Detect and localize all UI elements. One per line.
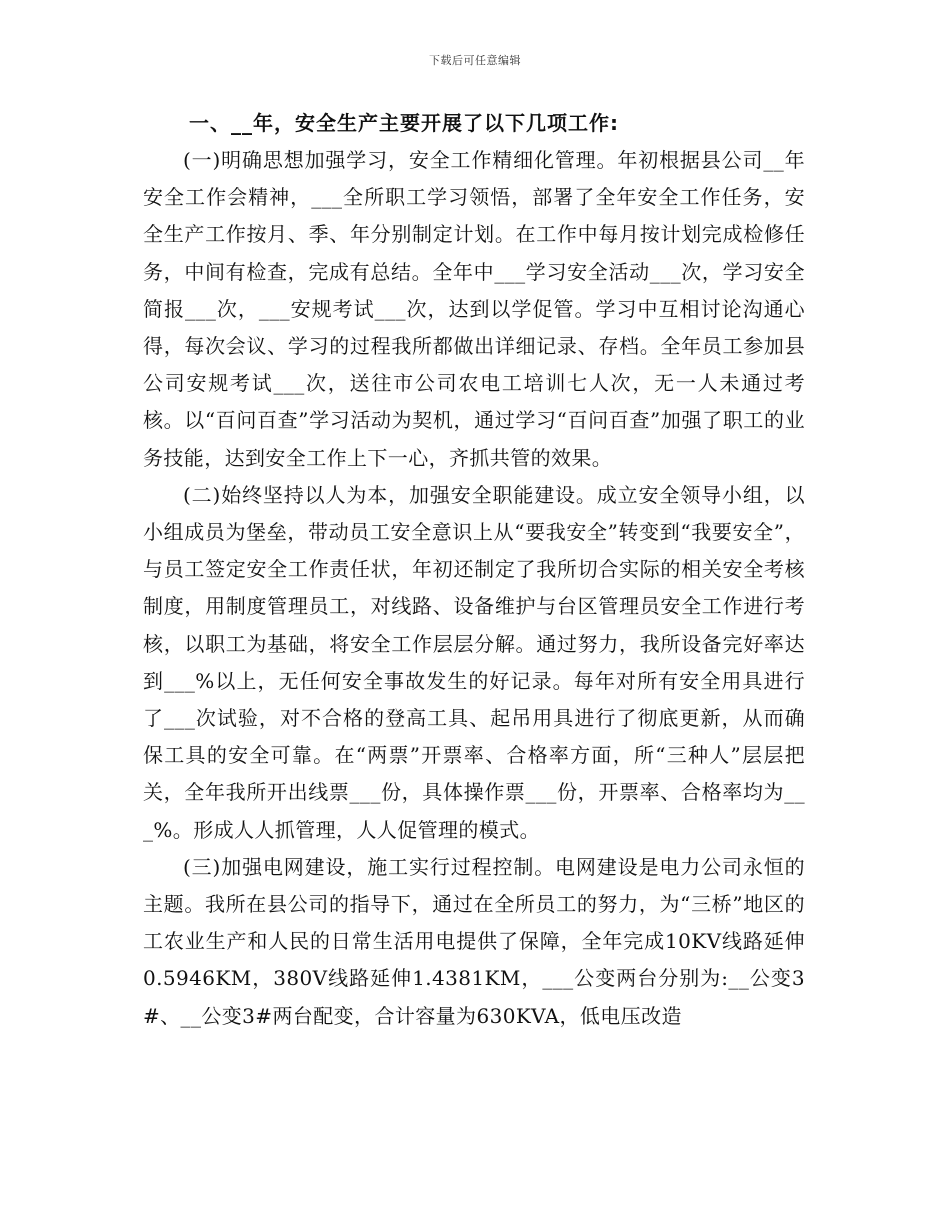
document-body (143, 104, 805, 1035)
page-header: 下载后可任意编辑 (429, 54, 521, 67)
paragraph-1: (一)明确思想加强学习，安全工作精细化管理。年初根据县公司__年安全工作会精神，___全所职工学习领悟，部署了全年安全工作任务，安全生产工作按月、季、年分别制定计划。在工作中每月按计划完成检修任务，中间有检查，完成有总结。全年中___学习安全活动___次，学习安全简报___次，___安规考试___次，达到以学促管。学习中互相讨论沟通心得，每次会议、学习的过程我所都做出详细记录、存档。全年员工参加县公司安规考试___次，送往市公司农电工培训七人次，无一人未通过考核。以“百问百查”学习活动为契机，通过学习“百问百查”加强了职工的业务技能，达到安全工作上下一心，齐抓共管的效果。 (143, 148, 805, 470)
paragraph-2: (二)始终坚持以人为本，加强安全职能建设。成立安全领导小组，以小组成员为堡垒，带动员工安全意识上从“要我安全”转变到“我要安全”，与员工签定安全工作责任状，年初还制定了我所切合实际的相关安全考核制度，用制度管理员工，对线路、设备维护与台区管理员安全工作进行考核，以职工为基础，将安全工作层层分解。通过努力，我所设备完好率达到___%以上，无任何安全事故发生的好记录。每年对所有安全用具进行了___次试验，对不合格的登高工具、起吊用具进行了彻底更新，从而确保工具的安全可靠。在“两票”开票率、合格率方面，所“三种人”层层把关，全年我所开出线票___份，具体操作票___份，开票率、合格率均为___%。形成人人抓管理，人人促管理的模式。 (143, 482, 805, 842)
paragraph-3: (三)加强电网建设，施工实行过程控制。电网建设是电力公司永恒的主题。我所在县公司的指导下，通过在全所员工的努力，为“三桥”地区的工农业生产和人民的日常生活用电提供了保障，全年完成10KV线路延伸0.5946KM，380V线路延伸1.4381KM，___公变两台分别为:__公变3#、__公变3#两台配变，合计容量为630KVA，低电压改造 (143, 854, 805, 1028)
section-heading: 一、__年，安全生产主要开展了以下几项工作: (189, 111, 619, 135)
